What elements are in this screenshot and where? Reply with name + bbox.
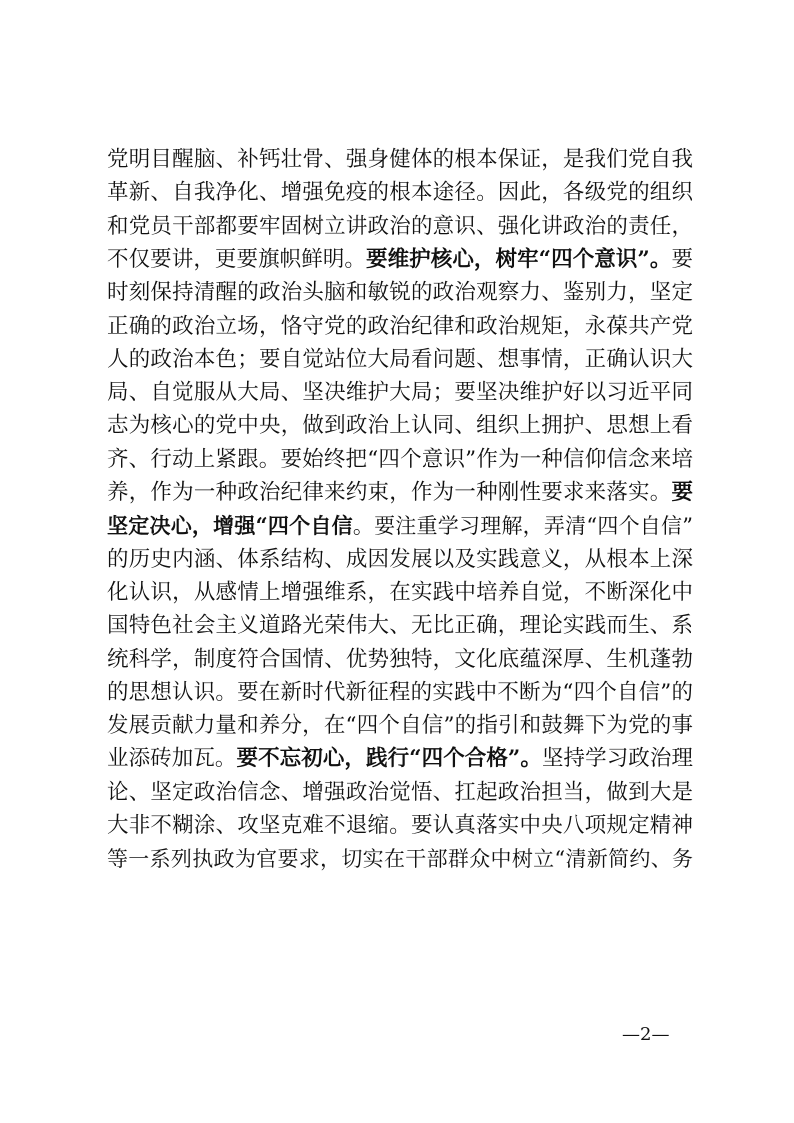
body-text-span: 志为核心的党中央，做到政治上认同、组织上拥护、思想上看 [107, 413, 693, 439]
body-text-span: 统科学，制度符合国情、优势独特，文化底蕴深厚、生机蓬勃 [107, 646, 693, 672]
bold-heading-text: 要维护核心，树牢“四个意识”。 [366, 246, 672, 272]
body-text-span: 局、自觉服从大局、坚决维护大局；要坚决维护好以习近平同 [107, 380, 693, 406]
body-text-span: 时刻保持清醒的政治头脑和敏锐的政治观察力、鉴别力，坚定 [107, 280, 693, 306]
page-number: —2— [622, 1024, 670, 1045]
body-text-span: 齐、行动上紧跟。要始终把“四个意识”作为一种信仰信念来培 [107, 446, 693, 472]
bold-heading-text: 坚定决心，增强“四个自信 [107, 513, 353, 539]
body-text-span: 化认识，从感情上增强维系，在实践中培养自觉，不断深化中 [107, 579, 693, 605]
body-text-span: 发展贡献力量和养分，在“四个自信”的指引和鼓舞下为党的事 [107, 713, 693, 739]
bold-heading-text: 要不忘初心，践行“四个合格”。 [236, 746, 542, 772]
body-text-span: 人的政治本色；要自觉站位大局看问题、想事情，正确认识大 [107, 346, 693, 372]
body-text-span: 养，作为一种政治纪律来约束，作为一种刚性要求来落实。 [107, 480, 672, 505]
body-text-span: 国特色社会主义道路光荣伟大、无比正确，理论实践而生、系 [107, 613, 693, 639]
body-text-span: 要 [671, 246, 693, 272]
body-text-span: 论、坚定政治信念、增强政治觉悟、扛起政治担当，做到大是 [107, 779, 693, 805]
body-text-span: 和党员干部都要牢固树立讲政治的意识、强化讲政治的责任， [107, 213, 693, 239]
body-text-span: 革新、自我净化、增强免疫的根本途径。因此，各级党的组织 [107, 180, 693, 206]
body-text-span: 坚持学习政治理 [541, 746, 693, 772]
text-line [107, 839, 693, 879]
body-text-span: 。要注重学习理解，弄清“四个自信” [352, 514, 693, 539]
body-text-span: 大非不糊涂、攻坚克难不退缩。要认真落实中央八项规定精神 [107, 813, 693, 838]
body-text-span: 的历史内涵、体系结构、成因发展以及实践意义，从根本上深 [107, 546, 693, 572]
body-text-span: 业添砖加瓦。 [107, 746, 237, 772]
body-text-span: 等一系列执政为官要求，切实在干部群众中树立“清新简约、务 [107, 847, 693, 872]
body-text-span: 党明目醒脑、补钙壮骨、强身健体的根本保证，是我们党自我 [107, 147, 693, 172]
body-text-span: 不仅要讲，更要旗帜鲜明。 [107, 246, 366, 272]
body-text-span: 正确的政治立场，恪守党的政治纪律和政治规矩，永葆共产党 [107, 313, 693, 339]
bold-heading-text: 要 [671, 480, 693, 505]
body-text-span: 的思想认识。要在新时代新征程的实践中不断为“四个自信”的 [107, 679, 693, 705]
